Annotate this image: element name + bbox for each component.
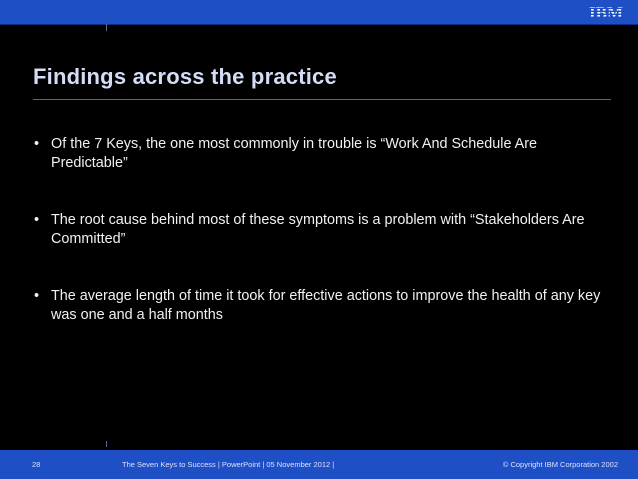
bullet-dot-icon: • (34, 136, 40, 152)
bottom-divider-tick (106, 441, 107, 447)
title-underline (33, 99, 611, 100)
slide-title: Findings across the practice (33, 64, 337, 89)
top-divider-tick (106, 24, 107, 31)
top-bar (0, 0, 638, 25)
bullet-item (34, 287, 614, 325)
svg-text:IBM: IBM (589, 3, 623, 21)
page-number: 28 (32, 460, 41, 469)
copyright-notice: © Copyright IBM Corporation 2002 (502, 460, 618, 469)
bullet-item (34, 135, 614, 173)
bullet-dot-icon: • (34, 212, 40, 228)
footer-bar (0, 450, 638, 479)
bullet-text: The average length of time it took for effective actions to improve the health of any key was one and a half months (51, 288, 601, 323)
ibm-logo (584, 3, 628, 21)
bullet-dot-icon: • (34, 288, 40, 304)
bullet-item (34, 211, 614, 249)
footer-text: The Seven Keys to Success | PowerPoint | 05 November 2012 | (122, 460, 335, 469)
bullet-list (34, 135, 614, 363)
bullet-text: Of the 7 Keys, the one most commonly in trouble is “Work And Schedule Are Predictable” (51, 136, 538, 171)
bullet-text: The root cause behind most of these symptoms is a problem with “Stakeholders Are Committed” (51, 212, 585, 247)
